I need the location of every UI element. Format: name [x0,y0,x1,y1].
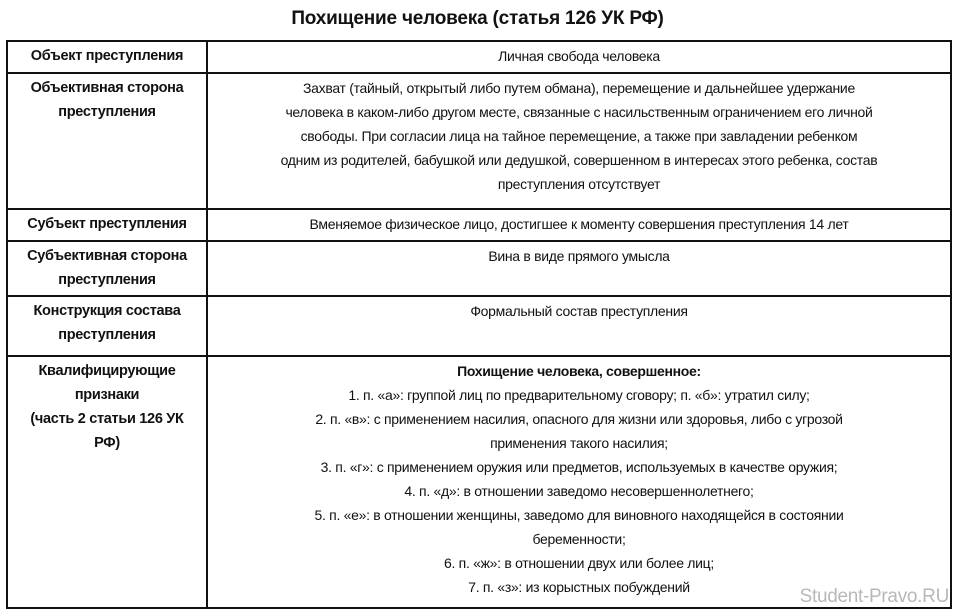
row-value [207,209,951,241]
row-value [207,356,951,608]
table-row [7,356,951,608]
row-label [7,296,207,356]
row-value-line: беременности; [532,531,626,547]
row-label-line: преступления [58,104,156,120]
row-label-line: Конструкция состава [33,303,181,319]
row-value [207,41,951,73]
qualifying-heading: Похищение человека, совершенное: [457,363,701,379]
row-value-line: человека в каком-либо другом месте, связанные с насильственным ограничением его личной [285,104,873,120]
row-label [7,209,207,241]
row-value-line: одним из родителей, бабушкой или дедушкой, совершенном в интересах этого ребенка, состав [280,152,878,168]
watermark: Student-Pravo.RU [799,586,949,607]
row-label-line: Субъективная сторона [27,248,187,264]
row-label-line: Объективная сторона [30,80,184,96]
row-label-line: Субъект преступления [27,216,187,232]
row-value [207,296,951,356]
row-value-line: 1. п. «а»: группой лиц по предварительному сговору; п. «б»: утратил силу; [348,387,810,403]
row-label-line: Квалифицирующие [38,363,176,379]
row-value-line: 6. п. «ж»: в отношении двух или более лиц; [444,555,714,571]
row-value-line: 5. п. «е»: в отношении женщины, заведомо для виновного находящейся в состоянии [314,507,844,523]
table-row [7,41,951,73]
row-value-line: 2. п. «в»: с применением насилия, опасного для жизни или здоровья, либо с угрозой [315,411,843,427]
row-value [207,73,951,209]
row-label [7,356,207,608]
row-label-line: Объект преступления [30,48,184,64]
row-value-line: Захват (тайный, открытый либо путем обмана), перемещение и дальнейшее удержание [303,80,855,96]
row-label [7,241,207,296]
table-row [7,209,951,241]
row-label [7,41,207,73]
row-value [207,241,951,296]
page-title: Похищение человека (статья 126 УК РФ) [291,8,664,29]
row-label-line: признаки [74,387,140,403]
row-label-line: (часть 2 статьи 126 УК [30,411,184,427]
row-value-line: применения такого насилия; [490,435,668,451]
table-row [7,296,951,356]
row-label [7,73,207,209]
row-value-line: Формальный состав преступления [470,303,688,319]
crime-elements-table [6,40,952,609]
row-label-line: РФ) [94,435,120,451]
table-row [7,73,951,209]
table-row [7,241,951,296]
row-value-line: Вменяемое физическое лицо, достигшее к моменту совершения преступления 14 лет [309,216,849,232]
row-value-line: 4. п. «д»: в отношении заведомо несовершеннолетнего; [404,483,754,499]
row-label-line: преступления [58,327,156,343]
row-value-line: преступления отсутствует [497,176,661,192]
row-value-line: Личная свобода человека [498,48,660,64]
row-value-line: 3. п. «г»: с применением оружия или предметов, используемых в качестве оружия; [320,459,838,475]
row-label-line: преступления [58,272,156,288]
row-value-line: Вина в виде прямого умысла [488,248,670,264]
row-value-line: 7. п. «з»: из корыстных побуждений [468,579,690,595]
row-value-line: свободы. При согласии лица на тайное перемещение, а также при завладении ребенком [300,128,858,144]
